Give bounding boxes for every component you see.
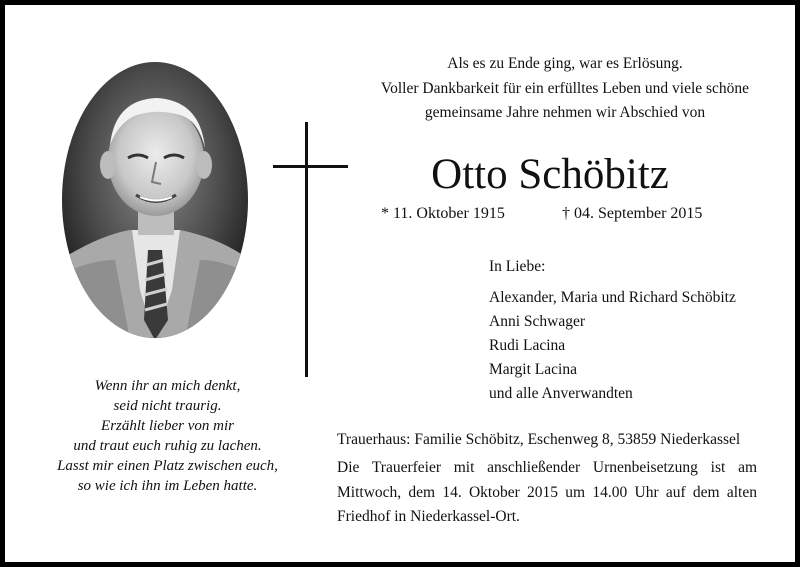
birth-date: * 11. Oktober 1915: [381, 205, 505, 222]
funeral-ceremony-info: [337, 456, 757, 530]
poem-line: Lasst mir einen Platz zwischen euch,: [57, 458, 278, 474]
deceased-name: Otto Schöbitz: [431, 151, 669, 198]
portrait-image: [60, 60, 250, 340]
portrait-photo: [60, 60, 250, 340]
intro-line: gemeinsame Jahre nehmen wir Abschied von: [424, 104, 706, 121]
mourner-name: Anni Schwager: [489, 313, 585, 330]
poem-line: Erzählt lieber von mir: [101, 418, 234, 434]
mourners-heading: In Liebe:: [489, 258, 546, 275]
ceremony-line: Mittwoch, dem 14. Oktober 2015 um 14.00 Uhr auf dem alten: [337, 483, 757, 501]
mourner-name: Alexander, Maria und Richard Schöbitz: [489, 289, 736, 306]
obituary-card: [5, 5, 795, 562]
intro-text: [335, 52, 795, 126]
intro-line: Voller Dankbarkeit für ein erfülltes Leben und viele schöne: [380, 79, 750, 97]
cross-vertical-bar: [305, 122, 308, 377]
mourning-house-address: Trauerhaus: Familie Schöbitz, Eschenweg 8, 53859 Niederkassel: [337, 431, 741, 448]
intro-line: Als es zu Ende ging, war es Erlösung.: [447, 55, 683, 72]
mourner-name: Margit Lacina: [489, 361, 577, 378]
death-date: † 04. September 2015: [562, 205, 703, 222]
ceremony-line: Die Trauerfeier mit anschließender Urnenbeisetzung ist am: [337, 459, 757, 476]
memorial-poem: [5, 376, 330, 496]
poem-line: so wie ich ihn im Leben hatte.: [77, 478, 258, 494]
mourner-name: Rudi Lacina: [489, 337, 566, 354]
poem-line: und traut euch ruhig zu lachen.: [73, 438, 262, 454]
mourners-list: [489, 255, 736, 406]
mourner-name: und alle Anverwandten: [489, 385, 633, 402]
poem-line: seid nicht traurig.: [113, 398, 222, 414]
ceremony-line: Friedhof in Niederkassel-Ort.: [337, 508, 520, 525]
poem-line: Wenn ihr an mich denkt,: [94, 378, 241, 394]
